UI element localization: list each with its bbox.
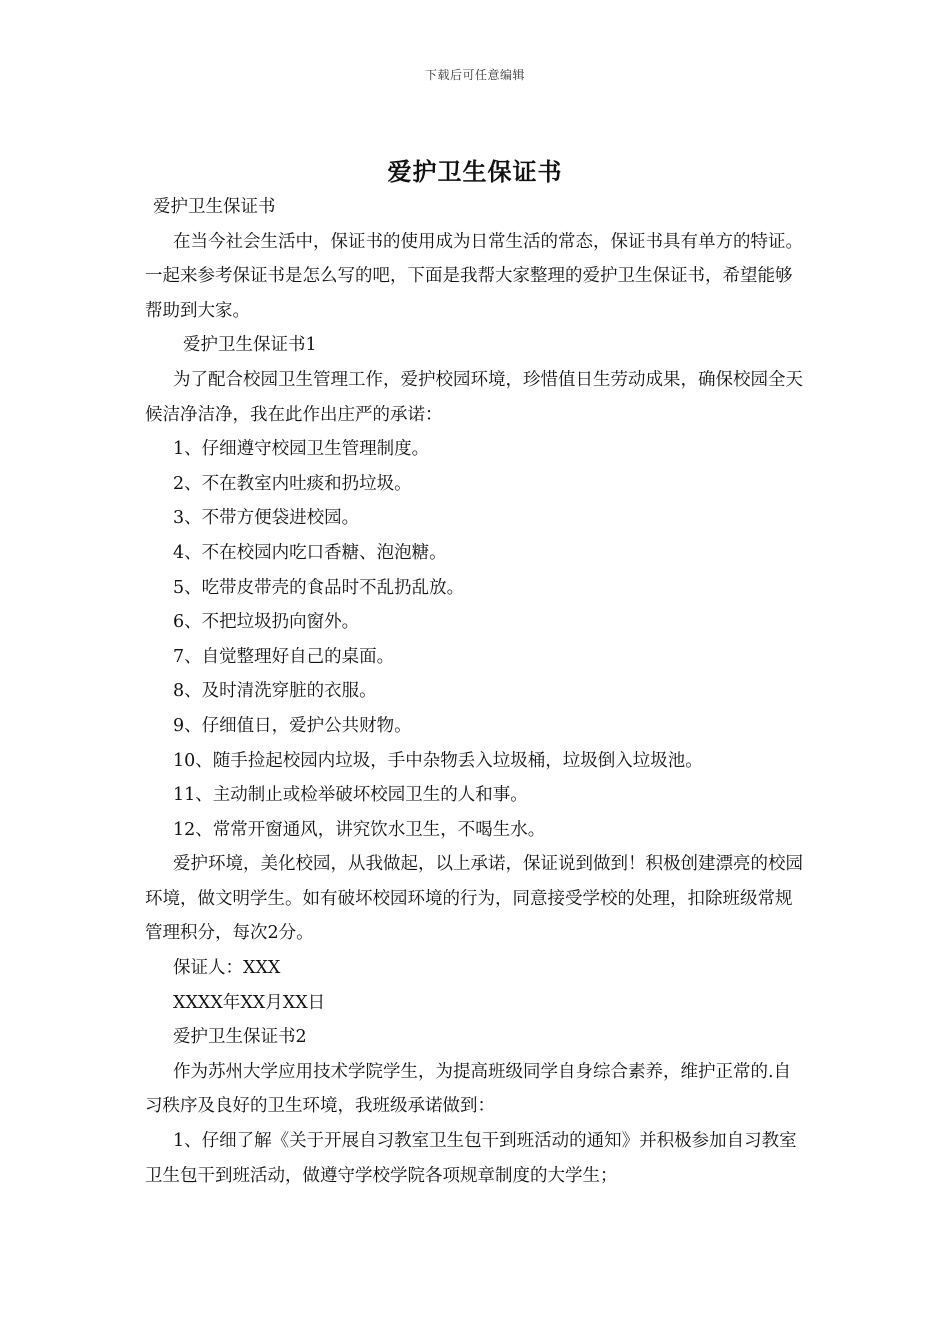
section-heading-2: 爱护卫生保证书2 — [173, 1027, 307, 1048]
document-title: 爱护卫生保证书 — [387, 157, 563, 186]
list-item: 8、及时清洗穿脏的衣服。 — [173, 681, 377, 702]
header-note: 下载后可任意编辑 — [424, 68, 525, 82]
section-1-paragraph: 为了配合校园卫生管理工作，爱护校园环境，珍惜值日生劳动成果，确保校园全天候洁净洁净，我在此作出庄严的承诺： — [145, 369, 803, 425]
list-item: 1、仔细遵守校园卫生管理制度。 — [173, 439, 430, 460]
intro-heading: 爱护卫生保证书 — [153, 197, 276, 217]
list-item: 7、自觉整理好自己的桌面。 — [173, 646, 395, 667]
list-item: 3、不带方便袋进校园。 — [173, 508, 360, 529]
document-body — [145, 190, 807, 1193]
guarantor-line: 保证人：XXX — [173, 958, 281, 979]
section-2-paragraph: 作为苏州大学应用技术学院学生，为提高班级同学自身综合素养，维护正常的.自习秩序及良好的卫生环境，我班级承诺做到： — [145, 1061, 792, 1117]
intro-paragraph: 在当今社会生活中，保证书的使用成为日常生活的常态，保证书具有单方的特证。一起来参考保证书是怎么写的吧，下面是我帮大家整理的爱护卫生保证书，希望能够帮助到大家。 — [145, 231, 803, 321]
list-item: 1、仔细了解《关于开展自习教室卫生包干到班活动的通知》并积极参加自习教室卫生包干到班活动，做遵守学校学院各项规章制度的大学生； — [145, 1131, 797, 1186]
list-item: 10、随手捡起校园内垃圾，手中杂物丢入垃圾桶，垃圾倒入垃圾池。 — [173, 750, 703, 771]
list-item: 6、不把垃圾扔向窗外。 — [173, 612, 360, 633]
list-item: 4、不在校园内吃口香糖、泡泡糖。 — [173, 542, 447, 563]
list-item: 5、吃带皮带壳的食品时不乱扔乱放。 — [173, 577, 465, 598]
list-item: 11、主动制止或检举破坏校园卫生的人和事。 — [173, 785, 528, 806]
date-line: XXXX年XX月XX日 — [173, 992, 326, 1013]
list-item: 12、常常开窗通风，讲究饮水卫生，不喝生水。 — [173, 819, 546, 840]
closing-paragraph: 爱护环境，美化校园，从我做起，以上承诺，保证说到做到！积极创建漂亮的校园环境，做文明学生。如有破坏校园环境的行为，同意接受学校的处理，扣除班级常规管理积分，每次2分。 — [145, 854, 803, 944]
list-item: 9、仔细值日，爱护公共财物。 — [173, 715, 412, 736]
list-item: 2、不在教室内吐痰和扔垃圾。 — [173, 473, 412, 494]
section-heading-1: 爱护卫生保证书1 — [183, 335, 317, 356]
